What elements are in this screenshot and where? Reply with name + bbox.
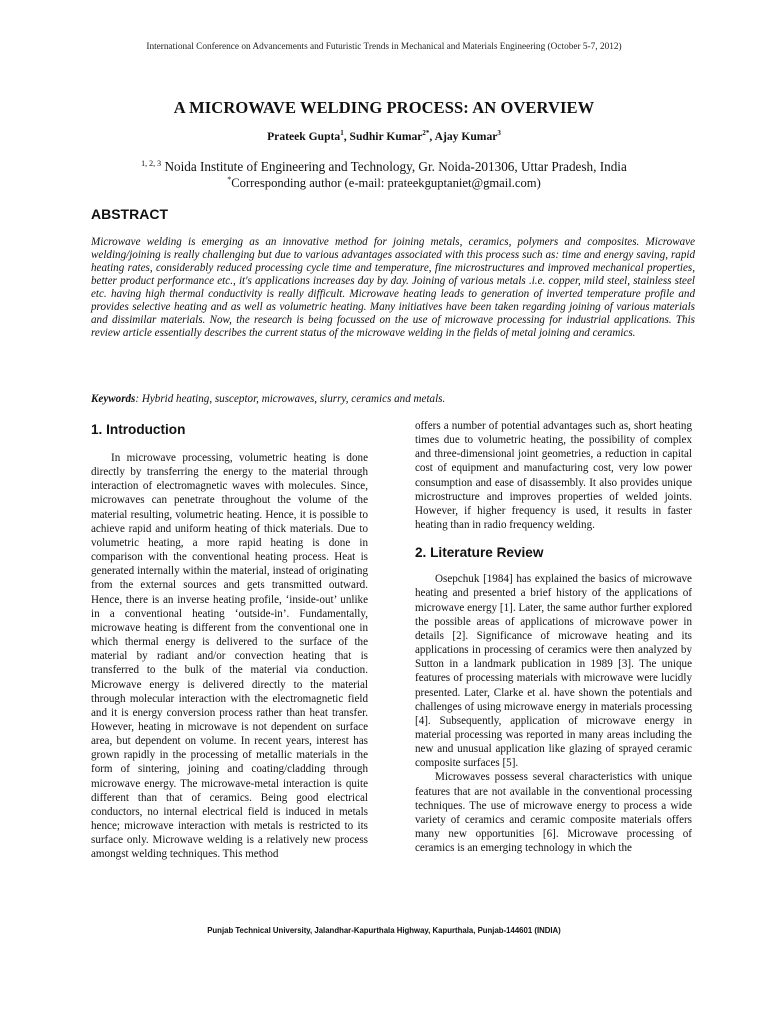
author-name: Sudhir Kumar xyxy=(349,129,423,143)
keywords-line xyxy=(91,393,695,405)
right-column xyxy=(415,419,692,855)
introduction-paragraph: In microwave processing, volumetric heating is done directly by transferring the energy to the material through interaction of electromagnetic waves with molecules. Since, microwaves can penetrate throughout the volume of the material resulting, volumetric heating. Hence, it is possible to achieve rapid and uniform heating of thick materials. Due to volumetric heating, a more rapid heating is done in comparison with the conventional heating process. Heat is generated internally within the material, instead of originating from the external sources and gets transmitted outward. Hence, there is an inverse heating profile, ‘inside-out’ unlike in a conventional heating ‘outside-in’. Fundamentally, microwave heating is different from the conventional one in which thermal energy is delivered to the surface of the material by radiant and/or convection heating that is transferred to the bulk of the material via conduction. Microwave energy is delivered directly to the material through molecular interaction with the electromagnetic field and it is energy conversion process rather than heat transfer. However, heating in microwave is not dependent on surface area, but dependent on volume. In recent years, interest has grown rapidly in the processing of metallic materials in the form of sintering, joining and coating/cladding through microwave energy. The microwave-metal interaction is quite different than that of ceramics. Being good electrical conductors, no internal electrical field is induced in metals hence; microwave interaction with metals is restricted to its surface only. Microwave welding is a relatively new process amongst welding techniques. This method xyxy=(91,452,368,861)
author-name: Ajay Kumar xyxy=(434,129,498,143)
affiliation-marks: 1, 2, 3 xyxy=(141,159,162,168)
affiliation xyxy=(0,159,768,175)
affiliation-text: Noida Institute of Engineering and Technology, Gr. Noida-201306, Uttar Pradesh, India xyxy=(164,159,627,174)
author-affil-mark: 2* xyxy=(422,129,430,137)
corresponding-author xyxy=(0,175,768,191)
left-column xyxy=(91,419,368,862)
literature-paragraph: Microwaves possess several characteristics with unique features that are not available in the conventional processing techniques. The use of microwave energy to process a wide variety of ceramics and ceramic composite materials offers many new opportunities [6]. Microwave processing of ceramics is an emerging technology in which the xyxy=(415,771,692,855)
author-list xyxy=(0,129,768,143)
running-header: International Conference on Advancements and Futuristic Trends in Mechanical and Materials Engineering (October 5-7, 2012) xyxy=(146,42,622,52)
author-affil-mark: 3 xyxy=(497,129,501,137)
literature-paragraph: Osepchuk [1984] has explained the basics of microwave heating and presented a brief history of the applications of microwave energy [1]. Later, the same author further explored the possible areas of applications of microwave power in details [2]. Significance of microwave heating and its applications in processing of ceramics were then analyzed by Sutton in a landmark publication in 1989 [3]. The unique features of processing materials with microwave were lucidly presented. Later, Clarke et al. have shown the potentials and challenges of using microwave energy in materials processing [4]. Subsequently, application of microwave energy in material processing was reported in many areas including the new and unusual application like glazing of sprayed ceramic composite surfaces [5]. xyxy=(415,573,692,770)
author-name: Prateek Gupta xyxy=(267,129,341,143)
keywords-text: : Hybrid heating, susceptor, microwaves, slurry, ceramics and metals. xyxy=(135,393,446,405)
corresponding-mark: * xyxy=(227,175,232,184)
author-affil-mark: 1 xyxy=(340,129,344,137)
page-footer: Punjab Technical University, Jalandhar-Kapurthala Highway, Kapurthala, Punjab-144601 (INDIA) xyxy=(207,926,561,935)
abstract-text: Microwave welding is emerging as an innovative method for joining metals, ceramics, polymers and composites. Microwave welding/joining is really challenging but due to various advantages associated with this process such as: time and energy saving, rapid heating rates, considerably reduced processing cycle time and temperature, fine microstructures and improved mechanical properties, better product performance etc., it's applications increases day by day. Joining of various metals .i.e. copper, mild steel, stainless steel etc. having high thermal conductivity is really difficult. Microwave heating leads to generation of inverted temperature profile and provides selective heating and as well as volumetric heating. Many initiatives have been taken regarding joining of various materials and dissimilar materials. Now, the research is being focussed on the use of microwave processing for industrial applications. This review article essentially describes the current status of the microwave welding in the fields of metal joining and ceramics. xyxy=(91,236,695,340)
corresponding-text: Corresponding author (e-mail: prateekguptaniet@gmail.com) xyxy=(231,176,541,191)
author-separator: , xyxy=(343,129,350,143)
author-separator: , xyxy=(429,129,435,143)
literature-review-heading: 2. Literature Review xyxy=(415,545,544,561)
abstract-heading: ABSTRACT xyxy=(91,206,168,222)
introduction-heading: 1. Introduction xyxy=(91,422,186,437)
keywords-label: Keywords xyxy=(91,393,136,405)
paper-title: A MICROWAVE WELDING PROCESS: AN OVERVIEW xyxy=(173,98,595,117)
introduction-continuation: offers a number of potential advantages such as, short heating times due to volumetric heating, the possibility of complex and three-dimensional joint geometries, a reduction in capital cost of equipment and manufacturing cost, very low power consumption and ease of disassembly. It also provides unique microstructure and improves properties of welded joints. However, if higher frequency is used, it results in faster heating than in radio frequency welding. xyxy=(415,420,692,532)
